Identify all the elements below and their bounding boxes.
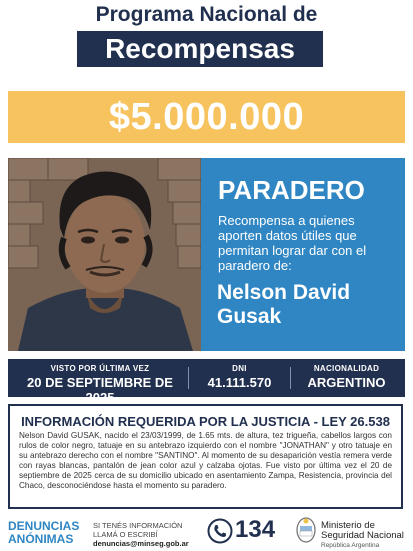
dni-label: DNI bbox=[232, 364, 247, 373]
ministry-line-2: Seguridad Nacional bbox=[321, 530, 404, 541]
last-seen-label: VISTO POR ÚLTIMA VEZ bbox=[50, 364, 150, 373]
legal-info-box bbox=[8, 404, 403, 509]
panel-heading: PARADERO bbox=[218, 175, 365, 205]
ministry-logo-text bbox=[321, 521, 404, 551]
nationality-label: NACIONALIDAD bbox=[313, 364, 380, 373]
reward-amount: $5.000.000 bbox=[8, 91, 405, 143]
ministry-line-1: Ministerio de bbox=[321, 520, 375, 531]
contact-line-2: LLAMÁ O ESCRIBÍ bbox=[93, 530, 158, 539]
dni-value: 41.111.570 bbox=[207, 375, 272, 390]
last-seen-value: 20 DE SEPTIEMBRE DE 2025 bbox=[27, 375, 173, 405]
person-portrait-image bbox=[8, 158, 201, 351]
divider bbox=[188, 367, 189, 389]
contact-info bbox=[93, 521, 189, 548]
page-title: Recompensas bbox=[77, 31, 323, 67]
brand-line-1: DENUNCIAS bbox=[8, 519, 80, 533]
contact-line-1: SI TENÉS INFORMACIÓN bbox=[93, 521, 183, 530]
contact-email[interactable]: denuncias@minseg.gob.ar bbox=[93, 539, 189, 548]
brand-line-2: ANÓNIMAS bbox=[8, 532, 74, 546]
ministry-line-3: República Argentina bbox=[321, 542, 380, 549]
dni bbox=[192, 364, 287, 390]
denuncias-anonimas-brand bbox=[8, 520, 79, 546]
legal-title: INFORMACIÓN REQUERIDA POR LA JUSTICIA - LEY 26.538 bbox=[21, 414, 390, 429]
info-panel bbox=[201, 158, 405, 351]
person-name: Nelson David Gusak bbox=[217, 281, 351, 328]
program-title: Programa Nacional de bbox=[95, 3, 318, 26]
ministry-seal-icon bbox=[295, 515, 317, 550]
phone-number[interactable]: 134 bbox=[235, 516, 276, 543]
nationality-value: ARGENTINO bbox=[307, 375, 386, 390]
phone-icon bbox=[207, 518, 233, 549]
panel-description: Recompensa a quienes aporten datos útiles que permitan lograr dar con el paradero de: bbox=[218, 213, 367, 273]
data-bar bbox=[8, 359, 405, 405]
legal-description: Nelson David GUSAK, nacido el 23/03/1999, de 1.65 mts. de altura, tez trigueña, cabellos largos con rulos de color negro, tatuaje en su antebrazo izquierdo con el nombre "JONATHAN" y otro tatuaje en su antebrazo derecho con el nombre "SANTINO". Al momento de su desaparición vestía remera verde con rayas blancas, pantalón de jean color azul y calzaba ojotas. Fue visto por última vez el 20 de septiembre de 2025 cerca de su domicilio ubicado en asentamiento Zampa, Resistencia, provincia del Chaco, desconociéndose hasta el momento su paradero. bbox=[19, 431, 392, 490]
divider bbox=[290, 367, 291, 389]
nationality bbox=[294, 364, 399, 390]
last-seen bbox=[14, 364, 186, 405]
person-photo bbox=[8, 158, 201, 351]
